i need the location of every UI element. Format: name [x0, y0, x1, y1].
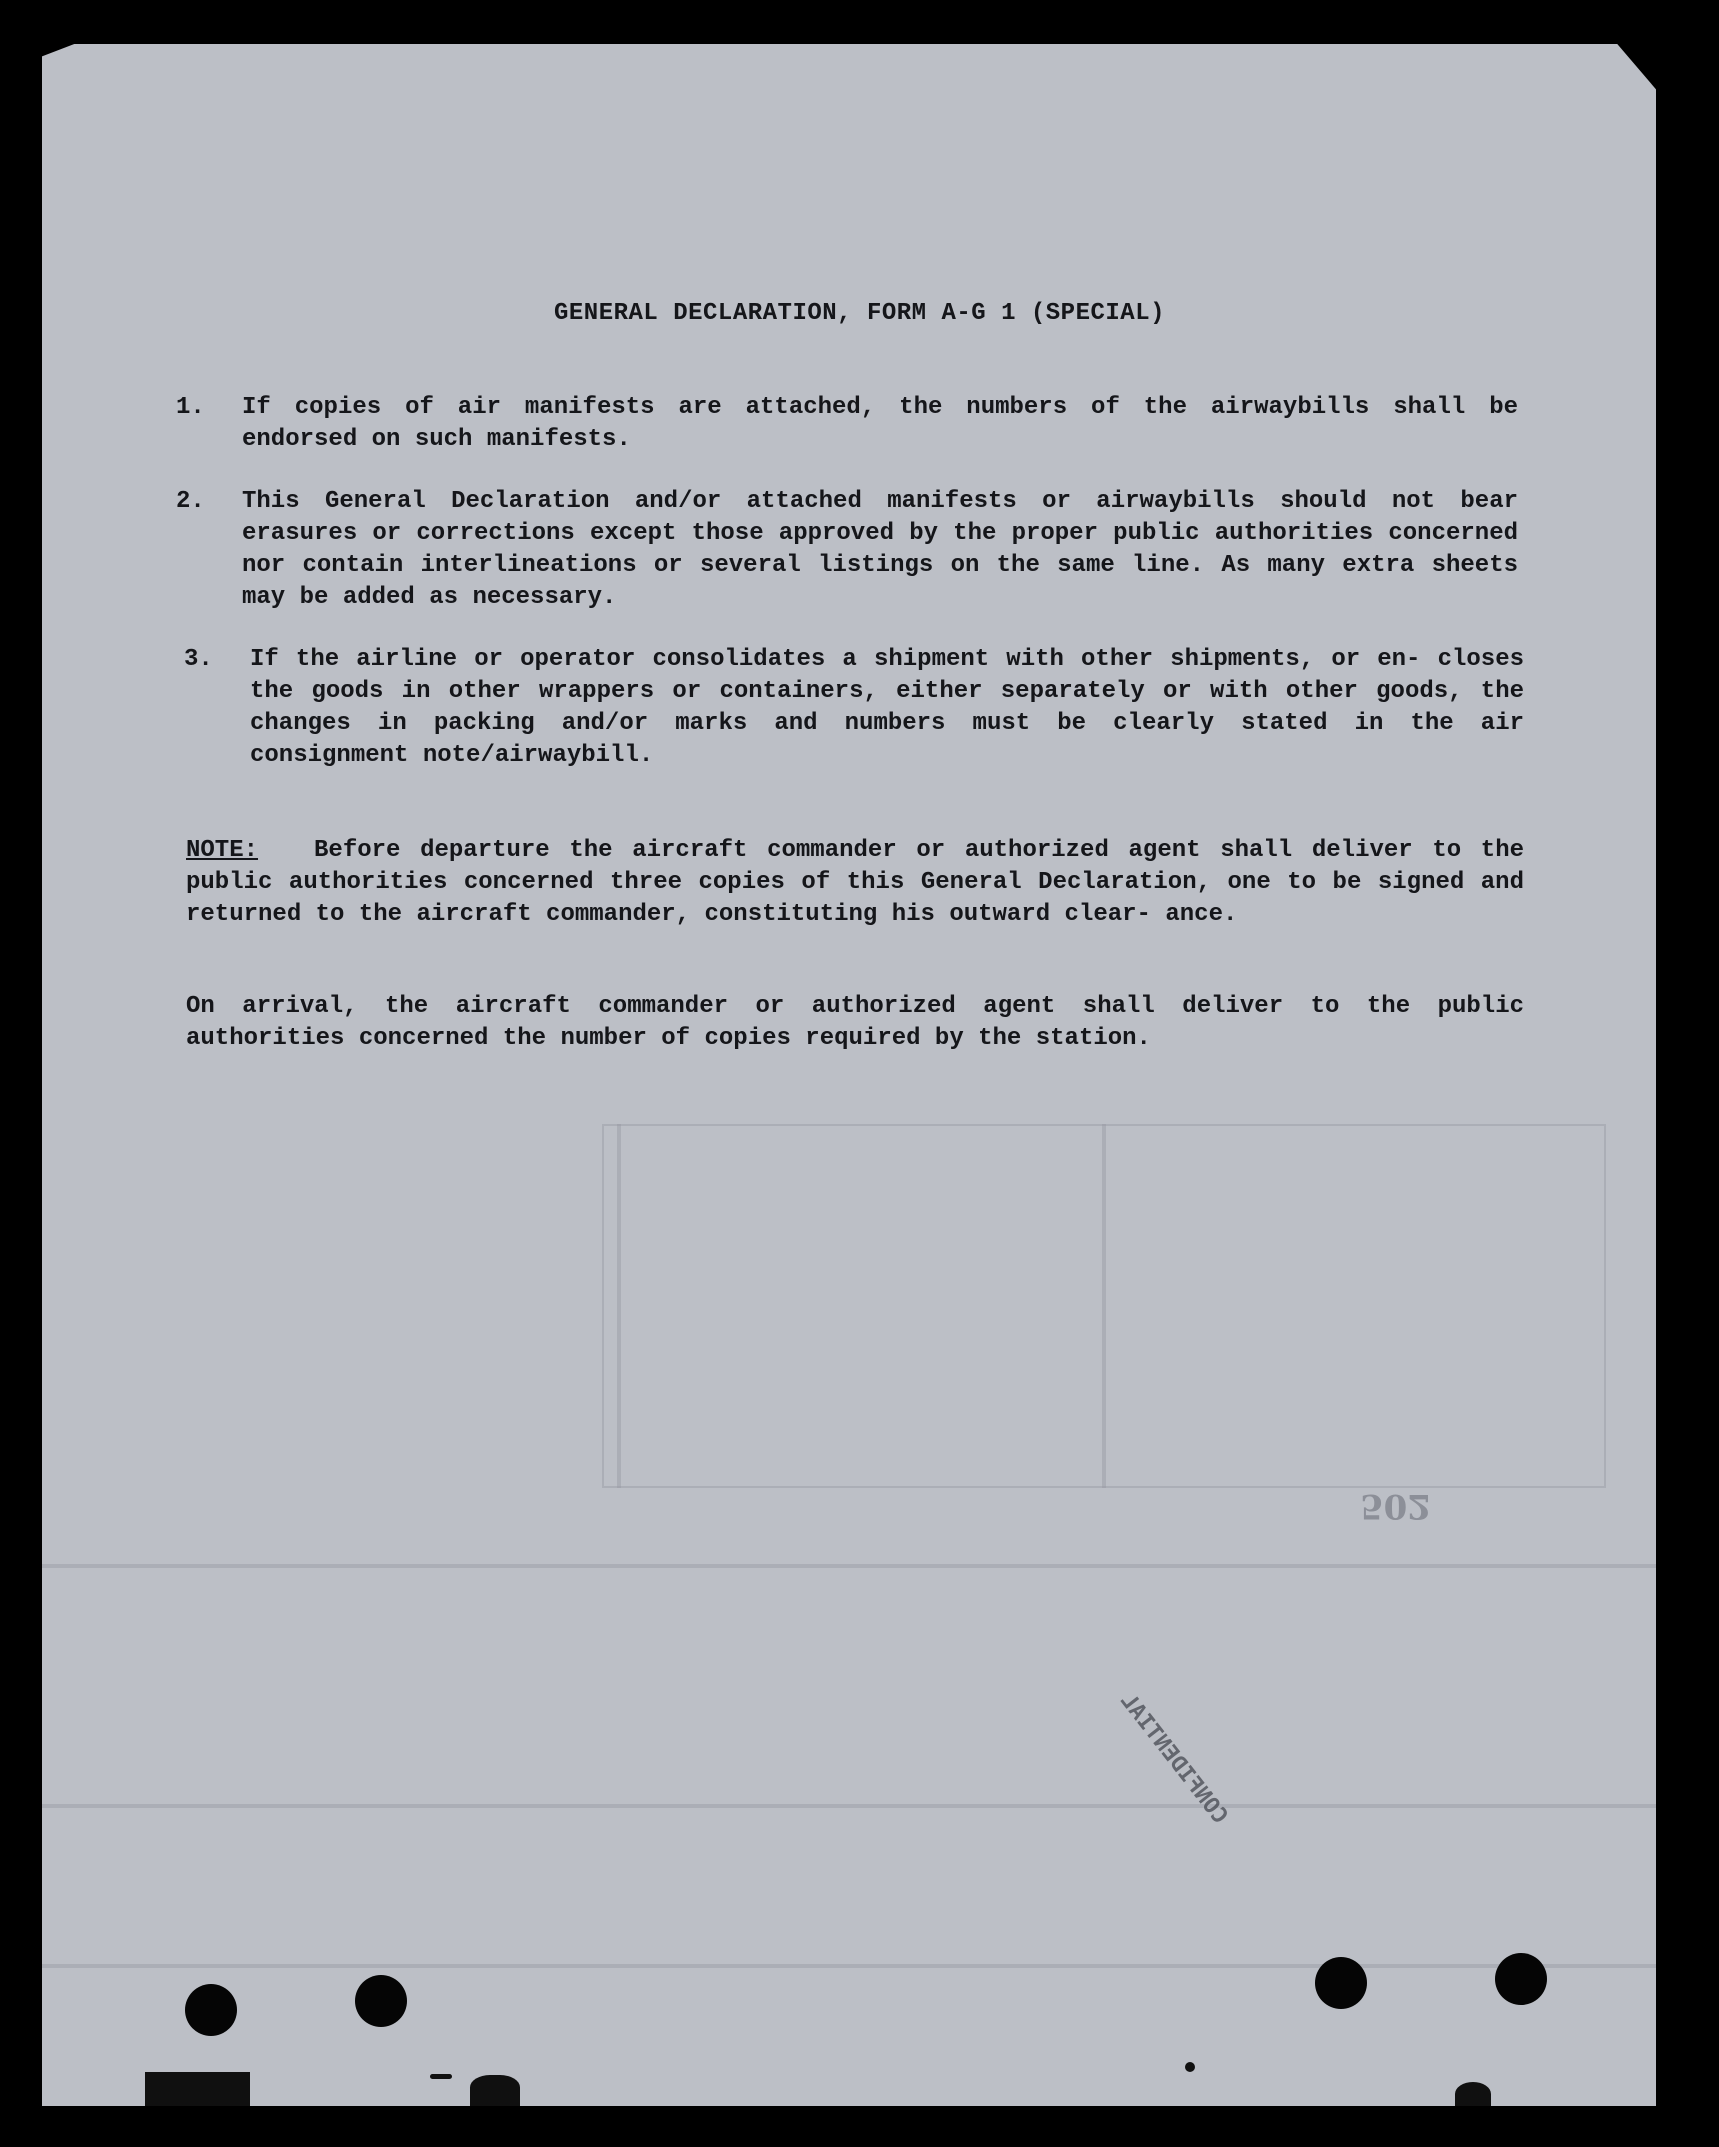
confidential-stamp: CONFIDENTIAL — [1115, 1688, 1233, 1830]
edge-speck — [430, 2074, 452, 2079]
punch-hole — [1315, 1957, 1367, 2009]
edge-tear — [1455, 2082, 1491, 2106]
item-number: 2. — [176, 488, 205, 515]
item-text: If copies of air manifests are attached, the numbers of the airwaybills shall be endorsed on such manifests. — [242, 394, 1518, 453]
punch-hole — [185, 1984, 237, 2036]
note-text: Before departure the aircraft commander or authorized agent shall deliver to the public authorities concerned three copies of this General Declaration, one to be signed and returned to the aircraft commander, constituting his outward clear- ance. — [186, 837, 1524, 928]
item-text: This General Declaration and/or attached manifests or airwaybills should not bear erasures or corrections except those approved by the proper public authorities concerned nor contain interlineations or several listings on the same line. As many extra sheets may be added as necessary. — [242, 488, 1518, 611]
item-number: 1. — [176, 394, 205, 421]
bleed-page-number: 502 — [1360, 1486, 1431, 1526]
edge-speck — [1185, 2062, 1195, 2072]
item-number: 3. — [184, 646, 213, 673]
punch-hole — [1495, 1953, 1547, 2005]
note-label: NOTE: — [186, 837, 259, 864]
arrival-paragraph: On arrival, the aircraft commander or authorized agent shall deliver to the public authorities concerned the number of copies required by the station. — [186, 993, 1524, 1052]
edge-tear — [145, 2072, 250, 2106]
edge-tear — [470, 2075, 520, 2106]
item-text: If the airline or operator consolidates a shipment with other shipments, or en- closes the goods in other wrappers or containers, either separately or with other goods, the changes in packing and/or marks and numbers must be clearly stated in the air consignment note/airwaybill. — [250, 646, 1524, 769]
document-title: GENERAL DECLARATION, FORM A-G 1 (SPECIAL) — [554, 300, 1165, 327]
punch-hole — [355, 1975, 407, 2027]
note-paragraph — [186, 835, 1524, 931]
